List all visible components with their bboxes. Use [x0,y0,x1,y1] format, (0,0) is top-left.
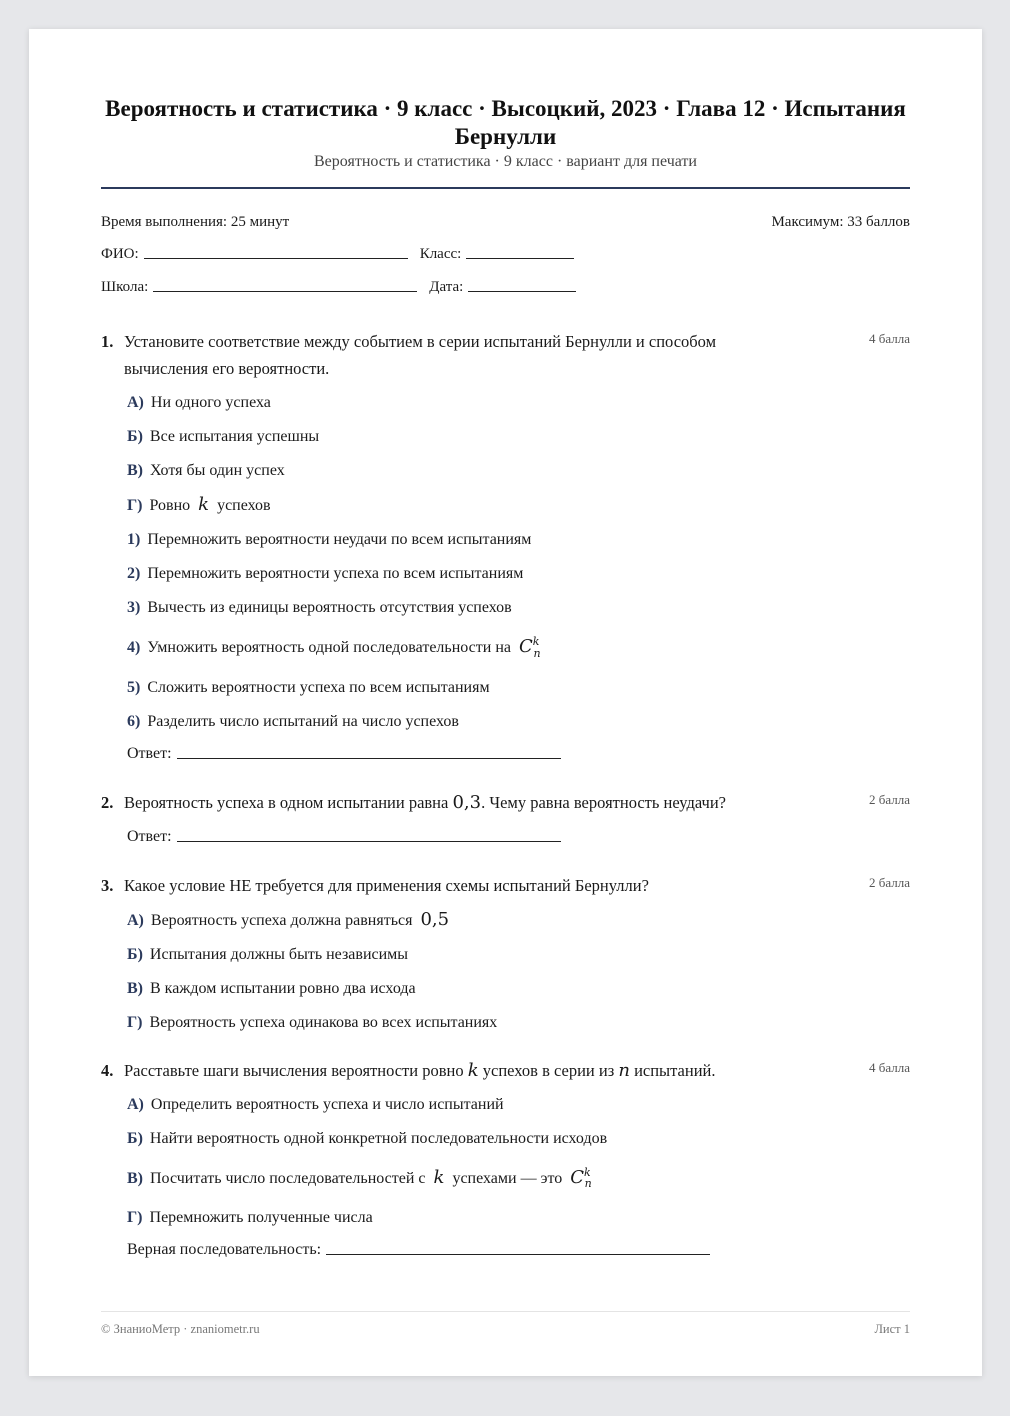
header-divider [101,187,910,189]
school-field[interactable] [153,290,417,292]
question-points: 2 балла [869,874,910,890]
question-2 [101,789,910,846]
option-b: Б) Испытания должны быть независимы [127,945,409,963]
question-points: 4 балла [869,1059,910,1075]
question-text: Установите соответствие между событием в серии испытаний Бернулли и способом вычисления его вероятности. [124,332,717,378]
math-binomial: $C^k_n$ [518,635,541,660]
question-text: Вероятность успеха в одном испытании равна 0,3. Чему равна вероятность неудачи? [124,791,727,813]
time-limit: Время выполнения: 25 минут [101,214,290,230]
option-v: В) Посчитать число последовательностей с k успехами — это $C^k_n$ [127,1165,592,1191]
answer-row [127,828,910,846]
option-a: А) Определить вероятность успеха и число испытаний [127,1095,504,1113]
option-g: Г) Ровно k успехов [127,494,271,515]
max-score: Максимум: 33 баллов [771,214,910,230]
answer-label: Верная последовательность: [127,1241,322,1259]
date-field[interactable] [468,290,576,292]
option-b: Б) Все испытания успешны [127,428,320,445]
student-fields-row-2 [101,279,910,296]
question-3 [101,872,910,1034]
school-label: Школа: [101,279,149,295]
answer-field[interactable] [326,1253,710,1255]
option-b: Б) Найти вероятность одной конкретной последовательности исходов [127,1129,608,1147]
option-a: А) Ни одного успеха [127,394,271,411]
page-title: Вероятность и статистика · 9 класс · Высоцкий, 2023 · Глава 12 · Испытания Бернулли [105,96,906,149]
page-number: Лист 1 [874,1322,910,1336]
option-1: 1) Перемножить вероятности неудачи по всем испытаниям [127,531,532,548]
answer-row [127,1241,910,1259]
worksheet-page [29,29,982,1376]
student-fields-row-1 [101,246,910,263]
question-1 [101,328,910,763]
date-label: Дата: [429,279,464,295]
option-g: Г) Вероятность успеха одинакова во всех испытаниях [127,1013,498,1031]
answer-field[interactable] [177,757,561,759]
question-text: Какое условие НЕ требуется для применения схемы испытаний Бернулли? [124,875,649,895]
fio-label: ФИО: [101,246,139,262]
answer-field[interactable] [177,840,561,842]
question-points: 4 балла [869,331,910,346]
math-k: k [198,494,210,515]
class-field[interactable] [466,257,574,259]
answer-label: Ответ: [127,744,172,762]
option-4: 4) Умножить вероятность одной последовательности на $C^k_n$ [127,635,541,660]
answer-label: Ответ: [127,827,172,845]
question-number: 3. [101,875,114,895]
question-number: 2. [101,792,114,812]
fio-field[interactable] [144,257,408,259]
meta-row [101,214,910,231]
option-6: 6) Разделить число испытаний на число успехов [127,712,459,730]
footer-copyright: © ЗнаниоМетр · znaniometr.ru [101,1322,260,1336]
class-label: Класс: [419,246,462,262]
option-2: 2) Перемножить вероятности успеха по всем испытаниям [127,565,524,582]
question-number: 1. [101,332,114,351]
page-subtitle: Вероятность и статистика · 9 класс · вариант для печати [314,153,697,170]
page-footer [101,1311,910,1337]
question-points: 2 балла [869,791,910,807]
answer-row [127,745,910,763]
question-4 [101,1057,910,1260]
question-number: 4. [101,1060,114,1080]
option-a: А) Вероятность успеха должна равняться 0,5 [127,908,450,930]
question-text: Расставьте шаги вычисления вероятности ровно k успехов в серии из n испытаний. [124,1059,716,1081]
option-g: Г) Перемножить полученные числа [127,1209,373,1227]
math-binomial: $C^k_n$ [570,1165,592,1191]
option-5: 5) Сложить вероятности успеха по всем испытаниям [127,678,490,696]
worksheet-content [101,29,910,1259]
option-3: 3) Вычесть из единицы вероятность отсутствия успехов [127,599,512,616]
option-v: В) В каждом испытании ровно два исхода [127,979,416,997]
option-v: В) Хотя бы один успех [127,462,285,479]
